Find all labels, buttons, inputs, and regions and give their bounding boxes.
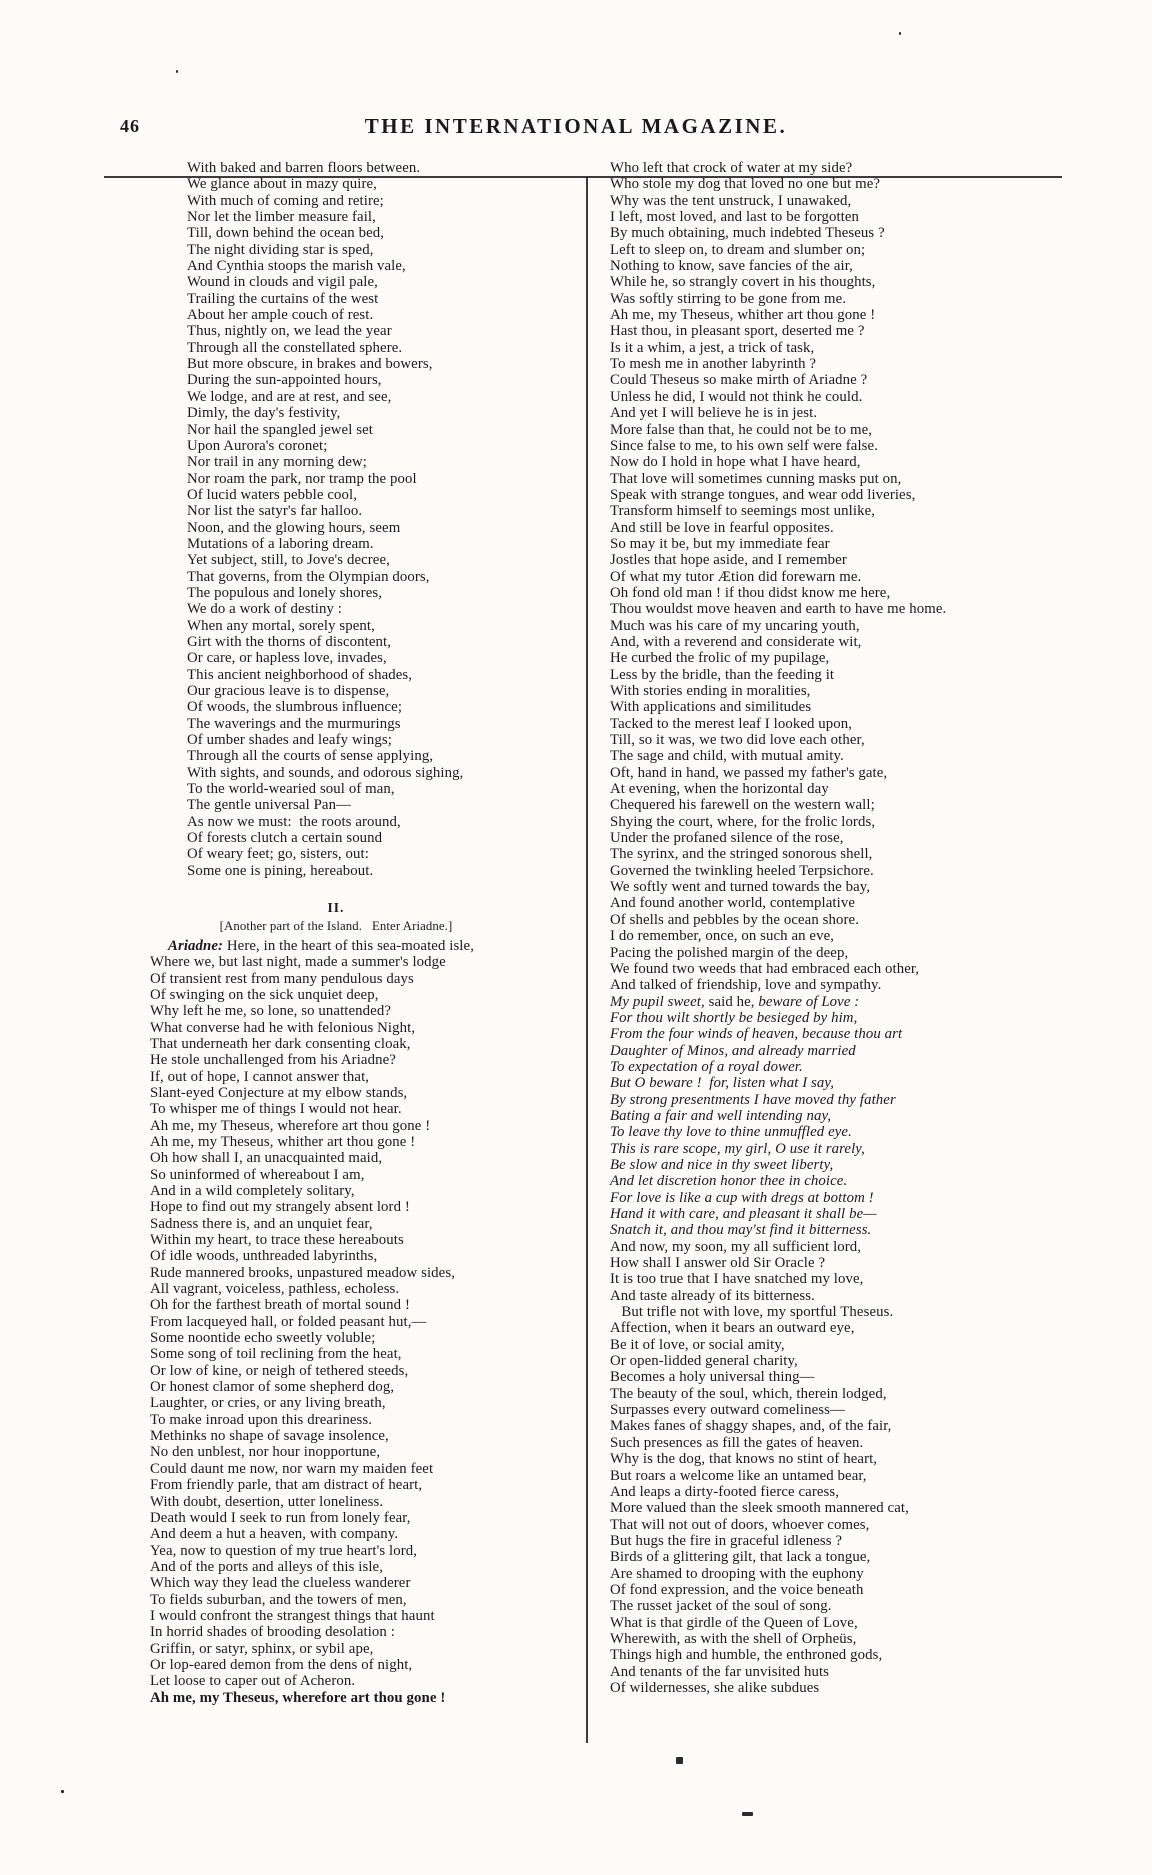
verse-line: And found another world, contemplative [610,895,856,912]
verse-line: And let discretion honor thee in choice. [610,1173,848,1190]
verse-line: Could daunt me now, nor warn my maiden feet [150,1460,434,1477]
verse-line: Of woods, the slumbrous influence; [187,699,403,716]
verse-line: And now, my soon, my all sufficient lord, [610,1238,862,1255]
verse-line: To the world-wearied soul of man, [187,781,395,798]
verse-line: Of shells and pebbles by the ocean shore. [610,911,859,928]
verse-line: Through all the constellated sphere. [187,339,403,356]
verse-line: The gentle universal Pan— [187,797,351,814]
verse-line: Shying the court, where, for the frolic lords, [610,813,876,830]
ink-speck [742,1812,753,1816]
verse-line: Dimly, the day's festivity, [187,405,341,422]
page-number: 46 [120,116,140,136]
verse-line: Why is the dog, that knows no stint of heart, [610,1451,878,1468]
verse-line: Wound in clouds and vigil pale, [187,274,378,291]
verse-line: For love is like a cup with dregs at bottom ! [610,1189,874,1206]
verse-line: Nor hail the spangled jewel set [187,421,373,438]
verse-line: We found two weeds that had embraced each other, [610,960,920,977]
verse-line: Rude mannered brooks, unpastured meadow sides, [150,1264,455,1281]
verse-line: That underneath her dark consenting cloak, [150,1035,411,1052]
verse-line: With doubt, desertion, utter loneliness. [150,1493,384,1510]
verse-segment: said he, [704,993,759,1010]
verse-line: Within my heart, to trace these hereabouts [150,1232,404,1248]
verse-line: No den unblest, nor hour inopportune, [150,1444,381,1461]
verse-line: And leaps a dirty-footed fierce caress, [610,1483,840,1500]
verse-line: Laughter, or cries, or any living breath, [150,1395,386,1412]
verse-line: Some noontide echo sweetly voluble; [150,1330,376,1347]
verse-line: More false than that, he could not be to me, [610,421,873,438]
verse-line: Is it a whim, a jest, a trick of task, [610,339,815,356]
verse-line: From lacqueyed hall, or folded peasant hut,— [150,1313,427,1330]
verse-line: About her ample couch of rest. [187,307,374,324]
verse-line: Are shamed to drooping with the euphony [610,1565,864,1582]
verse-line: Makes fanes of shaggy shapes, and, of the fair, [610,1418,892,1435]
verse-line: Upon Aurora's coronet; [187,437,328,454]
verse-line: To mesh me in another labyrinth ? [610,356,817,373]
verse-line: Becomes a holy universal thing— [610,1369,815,1386]
verse-line: Chequered his farewell on the western wall; [610,797,875,814]
verse-line: Of transient rest from many pendulous days [150,970,414,987]
verse-line: Of what my tutor Ætion did forewarn me. [610,568,862,585]
verse-line: To fields suburban, and the towers of men, [150,1591,407,1608]
verse-line: Could Theseus so make mirth of Ariadne ? [610,372,868,389]
verse-line: This ancient neighborhood of shades, [187,666,413,683]
verse-line [610,994,1062,1010]
verse-line: That governs, from the Olympian doors, [187,568,430,585]
left-column [150,160,522,1706]
verse-line: From the four winds of heaven, because thou art [610,1026,903,1043]
verse-line: He stole unchallenged from his Ariadne? [150,1052,396,1069]
verse-line: Hope to find out my strangely absent lord ! [150,1199,410,1216]
verse-line: Tacked to the merest leaf I looked upon, [610,715,853,732]
verse-line: Of idle woods, unthreaded labyrinths, [150,1248,378,1265]
verse-line: Griffin, or satyr, sphinx, or sybil ape, [150,1640,374,1657]
ink-speck [176,70,178,73]
verse-line: Death would I seek to run from lonely fear, [150,1509,411,1526]
verse-line: Of swinging on the sick unquiet deep, [150,986,379,1003]
verse-line: The russet jacket of the soul of song. [610,1598,832,1615]
verse-line: How shall I answer old Sir Oracle ? [610,1255,826,1272]
verse-line: Surpasses every outward comeliness— [610,1402,845,1419]
verse-line: Some song of toil reclining from the heat, [150,1346,402,1363]
verse-line: Till, so it was, we two did love each other, [610,732,865,749]
verse-line: Unless he did, I would not think he could. [610,388,863,405]
verse-line: Ah me, my Theseus, wherefore art thou gone ! [150,1117,431,1134]
verse-line: So uninformed of whereabout I am, [150,1166,365,1183]
verse-line: Such presences as fill the gates of heaven. [610,1434,864,1451]
verse-line: Oh how shall I, an unacquainted maid, [150,1150,383,1167]
verse-line: Much was his care of my uncaring youth, [610,617,860,634]
ink-speck [676,1757,683,1764]
verse-line: Yea, now to question of my true heart's lord, [150,1542,418,1559]
verse-line: What is that girdle of the Queen of Love, [610,1614,858,1631]
verse-line: Sadness there is, and an unquiet fear, [150,1215,373,1232]
verse-line: Methinks no shape of savage insolence, [150,1428,389,1445]
ink-speck [61,1790,64,1793]
verse-line: Mutations of a laboring dream. [187,535,374,552]
verse-line: If, out of hope, I cannot answer that, [150,1068,370,1085]
verse-line: Where we, but last night, made a summer's lodge [150,954,446,971]
verse-line: So may it be, but my immediate fear [610,535,830,552]
verse-line: Be it of love, or social amity, [610,1336,785,1353]
verse-line: Under the profaned silence of the rose, [610,830,844,847]
verse-line: Daughter of Minos, and already married [610,1042,856,1059]
verse-line: When any mortal, sorely spent, [187,617,375,634]
ink-speck [899,32,901,35]
verse-line: I would confront the strangest things that haunt [150,1607,435,1624]
verse-line: Nor roam the park, nor tramp the pool [187,470,417,487]
verse-line: Be slow and nice in thy sweet liberty, [610,1156,834,1173]
verse-line: Of forests clutch a certain sound [187,830,383,847]
verse-segment: My pupil sweet, [610,993,705,1010]
verse-line: And Cynthia stoops the marish vale, [187,258,406,275]
verse-line: Nor let the limber measure fail, [187,209,376,226]
verse-line: With sights, and sounds, and odorous sighing, [187,764,464,781]
verse-line: It is too true that I have snatched my love, [610,1271,864,1288]
verse-line: The night dividing star is sped, [187,241,374,258]
verse-segment: Ariadne: [168,937,224,954]
verse-line: This is rare scope, my girl, O use it rarely, [610,1140,865,1157]
verse-line: To whisper me of things I would not hear. [150,1101,402,1118]
verse-line: Oh fond old man ! if thou didst know me here, [610,584,891,601]
verse-line: Speak with strange tongues, and wear odd liveries, [610,486,916,503]
verse-line: Pacing the polished margin of the deep, [610,944,849,961]
verse-line: Or low of kine, or neigh of tethered steeds, [150,1362,409,1379]
verse-line: We lodge, and are at rest, and see, [187,388,392,405]
verse-line: Nothing to know, save fancies of the air, [610,258,853,275]
verse-line: Through all the courts of sense applying, [187,748,434,765]
verse-line: With much of coming and retire; [187,192,384,209]
stage-direction: [Another part of the Island. Enter Ariadne.] [219,919,453,934]
verse-line: While he, so strangly covert in his thoughts, [610,274,876,291]
verse-line: Since false to me, to his own self were false. [610,437,878,454]
verse-line: By much obtaining, much indebted Theseus ? [610,225,885,242]
verse-line: And yet I will believe he is in jest. [610,405,818,422]
verse-line: We do a work of destiny : [187,601,342,618]
verse-line: Slant-eyed Conjecture at my elbow stands, [150,1084,408,1101]
verse-line: In horrid shades of brooding desolation : [150,1624,395,1641]
verse-line: That will not out of doors, whoever comes, [610,1516,870,1533]
verse-line: Of weary feet; go, sisters, out: [187,846,369,863]
verse-line: And tenants of the far unvisited huts [610,1663,830,1680]
verse-segment: beware of Love : [758,993,860,1010]
verse-line: What converse had he with felonious Night, [150,1019,416,1036]
verse-line: With baked and barren floors between. [187,160,421,176]
verse-line: Wherewith, as with the shell of Orpheüs, [610,1630,857,1647]
verse-line: That love will sometimes cunning masks put on, [610,470,902,487]
verse-line: Ah me, my Theseus, wherefore art thou gone ! [150,1689,446,1706]
verse-line: The syrinx, and the stringed sonorous shell, [610,846,873,863]
verse-line: Why was the tent unstruck, I unawaked, [610,192,852,209]
verse-line: Affection, when it bears an outward eye, [610,1320,855,1337]
verse-line: Nor list the satyr's far halloo. [187,503,363,520]
verse-line: Hast thou, in pleasant sport, deserted me ? [610,323,865,340]
verse-line: But more obscure, in brakes and bowers, [187,356,433,373]
verse-line: The beauty of the soul, which, therein lodged, [610,1385,887,1402]
verse-line: Yet subject, still, to Jove's decree, [187,552,390,569]
verse-line: Thus, nightly on, we lead the year [187,323,392,340]
verse-line: And still be love in fearful opposites. [610,519,834,536]
verse-line: Oh for the farthest breath of mortal sound ! [150,1297,410,1314]
verse-line: For thou wilt shortly be besieged by him, [610,1009,858,1026]
verse-line: From friendly parle, that am distract of heart, [150,1477,423,1494]
verse-line: Transform himself to seemings most unlike, [610,503,876,520]
verse-line: Now do I hold in hope what I have heard, [610,454,861,471]
verse-line: And in a wild completely solitary, [150,1182,355,1199]
verse-line: Or lop-eared demon from the dens of night, [150,1656,413,1673]
column-divider [586,177,588,1743]
verse-line: Oft, hand in hand, we passed my father's gate, [610,764,888,781]
verse-line: To expectation of a royal dower. [610,1058,803,1075]
verse-line: And of the ports and alleys of this isle, [150,1558,384,1575]
verse-line: Let loose to caper out of Acheron. [150,1673,356,1690]
verse-line: But roars a welcome like an untamed bear, [610,1467,867,1484]
verse-line: The waverings and the murmurings [187,715,401,732]
verse-line: By strong presentments I have moved thy father [610,1091,896,1108]
verse-line: Left to sleep on, to dream and slumber on; [610,241,866,258]
verse-line: Of umber shades and leafy wings; [187,732,392,749]
verse-line: Girt with the thorns of discontent, [187,633,392,650]
verse-line: Thou wouldst move heaven and earth to have me home. [610,601,947,618]
verse-line: He curbed the frolic of my pupilage, [610,650,830,667]
section-heading: II. [327,900,345,916]
verse-line: Of wildernesses, she alike subdues [610,1679,820,1696]
verse-line: And talked of friendship, love and sympathy. [610,977,882,994]
verse-line: Birds of a glittering gilt, that lack a tongue, [610,1549,871,1566]
verse-line: Governed the twinkling heeled Terpsichore. [610,862,874,879]
verse-line: Noon, and the glowing hours, seem [187,519,401,536]
verse-line: Or open-lidded general charity, [610,1353,798,1370]
verse-line: Things high and humble, the enthroned gods, [610,1647,883,1664]
verse-line: The populous and lonely shores, [187,584,383,601]
verse-line: Nor trail in any morning dew; [187,454,368,471]
right-column [610,160,1062,1696]
verse-line: During the sun-appointed hours, [187,372,382,389]
verse-line: All vagrant, voiceless, pathless, echoless. [150,1281,400,1298]
verse-line: Jostles that hope aside, and I remember [610,552,847,569]
page-title: THE INTERNATIONAL MAGAZINE. [364,114,788,138]
verse-line: As now we must: the roots around, [187,813,401,830]
verse-line: Hand it with care, and pleasant it shall be— [610,1206,877,1222]
verse-line: Less by the bridle, than the feeding it [610,666,835,683]
verse-line: I do remember, once, on such an eve, [610,928,835,945]
verse-line [150,938,522,954]
verse-line: Why left he me, so lone, so unattended? [150,1003,391,1020]
verse-line: Who stole my dog that loved no one but me? [610,176,881,193]
verse-line: But trifle not with love, my sportful Theseus. [610,1304,894,1321]
verse-line: Ah me, my Theseus, whither art thou gone ! [610,307,876,324]
verse-line: Trailing the curtains of the west [187,290,379,307]
verse-line: Till, down behind the ocean bed, [187,225,385,242]
verse-line: Of lucid waters pebble cool, [187,486,358,503]
verse-line: Who left that crock of water at my side? [610,160,853,176]
verse-line: The sage and child, with mutual amity. [610,748,844,765]
verse-line: Of fond expression, and the voice beneath [610,1581,864,1598]
verse-line: Snatch it, and thou may'st find it bitterness. [610,1222,872,1239]
verse-line: And taste already of its bitterness. [610,1287,815,1304]
verse-line: And deem a hut a heaven, with company. [150,1526,399,1543]
verse-line: Or care, or hapless love, invades, [187,650,387,667]
verse-line: Was softly stirring to be gone from me. [610,290,847,307]
verse-line: Bating a fair and well intending nay, [610,1107,832,1124]
verse-line: And, with a reverend and considerate wit, [610,633,862,650]
verse-line: Ah me, my Theseus, whither art thou gone ! [150,1133,416,1150]
verse-line: We glance about in mazy quire, [187,176,377,193]
verse-segment: Here, in the heart of this sea-moated isle, [223,937,474,954]
verse-line: Some one is pining, hereabout. [187,862,374,879]
verse-line: Or honest clamor of some shepherd dog, [150,1379,395,1396]
verse-line: But O beware ! for, listen what I say, [610,1075,835,1092]
verse-line: To make inroad upon this dreariness. [150,1411,372,1428]
verse-line: With applications and similitudes [610,699,812,716]
verse-line: To leave thy love to thine unmuffled eye. [610,1124,852,1141]
verse-line: At evening, when the horizontal day [610,781,829,798]
verse-line: I left, most loved, and last to be forgotten [610,209,860,226]
verse-line: More valued than the sleek smooth mannered cat, [610,1500,909,1517]
verse-line: But hugs the fire in graceful idleness ? [610,1532,843,1549]
verse-line: We softly went and turned towards the bay, [610,879,871,896]
verse-line: With stories ending in moralities, [610,683,811,699]
verse-line: Which way they lead the clueless wanderer [150,1575,411,1592]
verse-line: Our gracious leave is to dispense, [187,683,390,699]
